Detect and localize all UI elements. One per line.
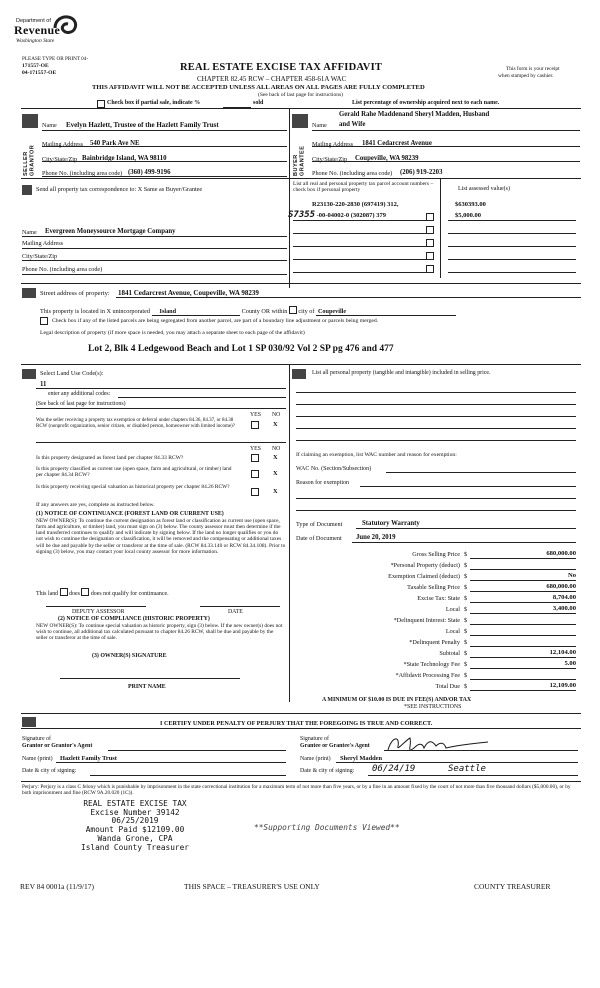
q1-answer: X bbox=[273, 421, 278, 428]
notice-2-title: (2) NOTICE OF COMPLIANCE (HISTORIC PROPERTY) bbox=[58, 616, 210, 622]
parcel-header: List all real and personal property tax parcel account numbers – check box if personal property bbox=[293, 181, 434, 194]
warning-line: THIS AFFIDAVIT WILL NOT BE ACCEPTED UNLESS ALL AREAS ON ALL PAGES ARE FULLY COMPLETED bbox=[92, 84, 425, 91]
land-use-code: 11 bbox=[40, 381, 47, 388]
seller-name-label: Name bbox=[42, 122, 57, 129]
tax-row-value: 680,000.00 bbox=[546, 550, 576, 557]
minimum-note: A MINIMUM OF $10.00 IS DUE IN FEE(S) AND/OR TAX bbox=[322, 697, 472, 703]
tax-row-label: *Delinquent Interest: State bbox=[393, 617, 460, 624]
same-as-buyer: X Same as Buyer/Grantee bbox=[137, 186, 203, 193]
section-8-marker bbox=[22, 717, 36, 727]
assessor-date-label: DATE bbox=[228, 609, 243, 615]
q4-answer: X bbox=[273, 488, 278, 495]
doc-type-label: Type of Document bbox=[296, 521, 343, 528]
seller-name: Evelyn Hazlett, Trustee of the Hazlett Family Trust bbox=[66, 121, 219, 129]
receipt-note-1: This form is your receipt bbox=[506, 66, 560, 72]
grantee-date-city-label: Date & city of signing: bbox=[300, 768, 355, 774]
tax-row-dollar: $ bbox=[464, 606, 468, 613]
tax-row-underline bbox=[470, 569, 576, 570]
land-use-see-back: (See back of last page for instructions) bbox=[36, 401, 126, 407]
grantee-sign-date: 06/24/19 bbox=[372, 764, 416, 774]
tax-row-dollar: $ bbox=[464, 573, 468, 580]
street-label: Street address of property: bbox=[40, 290, 110, 297]
grantee-signature bbox=[384, 732, 494, 756]
question-2: Is this property designated as forest land per chapter 84.33 RCW? bbox=[36, 455, 184, 461]
ownership-note: List percentage of ownership acquired next to each name. bbox=[352, 100, 500, 106]
excise-stamp bbox=[80, 800, 190, 852]
parcel-pp-checkbox-5[interactable] bbox=[426, 265, 434, 273]
land-use-additional: enter any additional codes: bbox=[48, 391, 111, 397]
tax-row-underline bbox=[470, 646, 576, 647]
tax-row-label: Taxable Selling Price bbox=[407, 584, 460, 591]
buyer-city-label: City/State/Zip bbox=[312, 156, 348, 163]
does-checkbox[interactable] bbox=[60, 588, 68, 596]
print-name-label: PRINT NAME bbox=[128, 684, 166, 690]
q2-answer: X bbox=[273, 454, 278, 461]
exemption-claim: If claiming an exemption, list WAC number and reason for exemption: bbox=[296, 452, 457, 458]
notice-1-title: (1) NOTICE OF CONTINUANCE (FOREST LAND OR CURRENT USE) bbox=[36, 511, 224, 517]
dept-line3: Washington State bbox=[16, 38, 55, 44]
receipt-note-2: when stamped by cashier. bbox=[498, 73, 554, 79]
personal-property-label: List all personal property (tangible and intangible) included in selling price. bbox=[312, 370, 491, 376]
file-no-1: 171557-OE bbox=[22, 63, 49, 69]
tax-row-dollar: $ bbox=[464, 661, 468, 668]
legal-description: Lot 2, Blk 4 Ledgewood Beach and Lot 1 SP 030/92 Vol 2 SP pg 476 and 477 bbox=[88, 344, 394, 354]
tax-row-dollar: $ bbox=[464, 584, 468, 591]
tax-row-value: 12,104.00 bbox=[549, 649, 576, 656]
tax-row-label: *Affidavit Processing Fee bbox=[395, 672, 460, 679]
partial-sale-label: Check box if partial sale, indicate % bbox=[107, 100, 201, 106]
grantee-name-print-label: Name (print) bbox=[300, 756, 331, 762]
tax-row-value: 5.00 bbox=[564, 660, 576, 667]
segregated-checkbox[interactable] bbox=[40, 317, 48, 325]
q3-answer: X bbox=[273, 470, 278, 477]
question-3: Is this property classified as current use (open space, farm and agricultural, or timber) land per chapter 84.34 RCW? bbox=[36, 466, 232, 479]
q4-yes-checkbox[interactable] bbox=[251, 488, 259, 496]
grantee-name: Sheryl Madden bbox=[340, 755, 383, 762]
tax-row-underline bbox=[470, 580, 576, 581]
supporting-documents-stamp: **Supporting Documents Viewed** bbox=[254, 823, 400, 832]
location-city: Coupeville bbox=[316, 308, 456, 316]
location-line: This property is located in X unincorporated Island County OR within city of Coupeville bbox=[40, 305, 456, 315]
stamp-line-4: Amount Paid $12109.00 bbox=[85, 825, 185, 835]
buyer-city: Coupeville, WA 98239 bbox=[355, 155, 419, 162]
q1-yes-checkbox[interactable] bbox=[251, 421, 259, 429]
parcel-pp-checkbox-4[interactable] bbox=[426, 252, 434, 260]
buyer-phone-label: Phone No. (including area code) bbox=[312, 170, 393, 177]
no-header-2: NO bbox=[272, 446, 281, 452]
dept-name: Revenue bbox=[14, 23, 61, 37]
tax-row-dollar: $ bbox=[464, 672, 468, 679]
tax-row-value: 3,400.00 bbox=[552, 605, 576, 612]
stamp-line-1: REAL ESTATE EXCISE TAX bbox=[83, 799, 187, 808]
land-use-label: Select Land Use Code(s): bbox=[40, 370, 104, 377]
tax-row-underline bbox=[470, 624, 576, 625]
corr-phone-label: Phone No. (including area code) bbox=[22, 266, 103, 273]
tax-row-dollar: $ bbox=[464, 551, 468, 558]
tax-row-label: Total Due bbox=[435, 683, 460, 690]
section-2-marker bbox=[292, 114, 308, 128]
tax-row-value: 8,704.00 bbox=[552, 594, 576, 601]
tax-row-label: *Personal Property (deduct) bbox=[390, 562, 460, 569]
grantor-sig-label: Signature of bbox=[22, 736, 51, 742]
tax-row-label: *State Technology Fee bbox=[403, 661, 460, 668]
owner-signature-label: (3) OWNER(S) SIGNATURE bbox=[92, 653, 167, 659]
street-value: 1841 Cedarcrest Avenue, Coupeville, WA 98239 bbox=[118, 289, 259, 297]
parcel-pp-checkbox-3[interactable] bbox=[426, 239, 434, 247]
corr-city-label: City/State/Zip bbox=[22, 253, 58, 260]
tax-row-underline bbox=[470, 668, 576, 669]
tax-row-dollar: $ bbox=[464, 595, 468, 602]
perjury-note: Perjury: Perjury is a class C felony which is punishable by imprisonment in the state correctional institution for a maximum term of not more than five years, or by a fine in an amount fixed by the court of not more than five thousand dollars ($5,000.00), or by both imprisonment and fine (RCW 9A.20.020 (1C)). bbox=[22, 784, 571, 797]
section-1-marker bbox=[22, 114, 38, 128]
stamp-line-5: Wanda Grone, CPA bbox=[97, 833, 173, 843]
tax-row-underline bbox=[470, 635, 576, 636]
if-yes-note: If any answers are yes, complete as instructed below. bbox=[36, 502, 155, 508]
section-5-marker bbox=[22, 369, 36, 379]
tax-row-label: Local bbox=[445, 606, 460, 613]
parcel-pp-checkbox-1[interactable] bbox=[426, 213, 434, 221]
tax-row-label: *Delinquent Penalty bbox=[409, 639, 460, 646]
parcel-pp-checkbox-2[interactable] bbox=[426, 226, 434, 234]
yes-header-2: YES bbox=[250, 446, 261, 452]
seller-side-label: SELLER GRANTOR bbox=[23, 144, 36, 176]
question-1: Was the seller receiving a property tax exemption or deferral under chapters 84.36, 84.37, or 84.38 RCW (nonprofit organization, senior citizen, or disabled person, homeowner with limited income)? bbox=[36, 418, 235, 429]
does-not-checkbox[interactable] bbox=[81, 588, 89, 596]
tax-row-value: 12,109.00 bbox=[549, 682, 576, 689]
grantor-name: Hazlett Family Trust bbox=[60, 755, 117, 762]
tax-row-label: Gross Selling Price bbox=[412, 551, 460, 558]
tax-row-label: Subtotal bbox=[439, 650, 460, 657]
location-county: Island bbox=[152, 308, 241, 316]
yes-header-1: YES bbox=[250, 412, 261, 418]
tax-row-value: 680,000.00 bbox=[546, 583, 576, 590]
print-note: PLEASE TYPE OR PRINT 04- bbox=[22, 56, 89, 62]
grantor-name-print-label: Name (print) bbox=[22, 756, 53, 762]
grantee-sig-label: Signature of bbox=[300, 736, 329, 742]
parcel-value1: $630393.00 bbox=[455, 201, 486, 208]
legal-label: Legal description of property (if more space is needed, you may attach a separate sheet to each page of the affidavit) bbox=[40, 330, 305, 336]
section-6-marker bbox=[292, 369, 306, 379]
notice-2-body: NEW OWNER(S): To continue special valuation as historic property, sign (3) below. If the new owner(s) does not wish to continue, all additional tax calculated pursuant to chapter 84.26 RCW, shall be due and payable by the seller or transferor at the time of sale. bbox=[36, 623, 283, 642]
notice-1-body: NEW OWNER(S): To continue the current designation as forest land or classification as current use (open space, farm and agriculture, or timber) land, you must sign on (3) below. The county assessor must then determine if the land transferred continues to qualify and will indicate by signing below. If the land no longer qualifies or you do not wish to continue the designation or classification, it will be removed and the compensating or additional taxes will be due and payable by the seller or transferor at the time of sale. (RCW 84.33.140 or RCW 84.34.108). Prior to signing (3) below, you may contact your local county assessor for more information. bbox=[36, 518, 286, 555]
tax-row-label: Local bbox=[445, 628, 460, 635]
tax-row-dollar: $ bbox=[464, 628, 468, 635]
doc-date-label: Date of Document bbox=[296, 535, 342, 542]
no-header-1: NO bbox=[272, 412, 281, 418]
tax-row-underline bbox=[470, 558, 576, 559]
revenue-swirl-icon bbox=[52, 14, 78, 38]
parcel-value2: $5,000.00 bbox=[455, 212, 481, 219]
question-4: Is this property receiving special valuation as historical property per chapter 84.26 RCW? bbox=[36, 484, 230, 490]
segregated-note: Check box if any of the listed parcels are being segregated from another parcel, are part of a boundary line adjustment or parcels being merged. bbox=[52, 318, 379, 324]
tax-row-underline bbox=[470, 602, 576, 603]
file-no-2: 04-171557-OE bbox=[22, 70, 57, 76]
tax-row-dollar: $ bbox=[464, 683, 468, 690]
buyer-name-line1: Gerald Rahe Maddenand Sheryl Madden, Husband bbox=[339, 111, 490, 118]
city-checkbox[interactable] bbox=[289, 306, 297, 314]
parcel-line2: S7355 -00-04002-0 (302087) 379 bbox=[288, 210, 386, 220]
buyer-side-label: BUYER GRANTEE bbox=[293, 145, 306, 176]
deputy-assessor-label: DEPUTY ASSESSOR bbox=[72, 609, 125, 615]
section-3-marker bbox=[22, 185, 32, 195]
partial-sale-checkbox[interactable] bbox=[97, 100, 105, 108]
buyer-name-line2: and Wife bbox=[339, 121, 366, 128]
tax-row-dollar: $ bbox=[464, 650, 468, 657]
stamp-line-3: 06/25/2019 bbox=[111, 816, 159, 826]
grantor-sig-label-2: Grantor or Grantor's Agent bbox=[22, 743, 93, 749]
doc-date: June 20, 2019 bbox=[356, 534, 396, 541]
buyer-address: 1841 Cedarcrest Avenue bbox=[362, 140, 432, 147]
seller-address: 540 Park Ave NE bbox=[90, 140, 140, 147]
buyer-address-label: Mailing Address bbox=[312, 141, 354, 148]
q3-yes-checkbox[interactable] bbox=[251, 470, 259, 478]
tax-row-label: Exemption Claimed (deduct) bbox=[388, 573, 460, 580]
continuance-line: This land does does not qualify for continuance. bbox=[36, 587, 169, 598]
value-header: List assessed value(s) bbox=[458, 186, 510, 192]
section-4-marker bbox=[22, 288, 36, 298]
buyer-phone: (206) 919-2203 bbox=[400, 169, 443, 176]
grantor-date-city-label: Date & city of signing: bbox=[22, 768, 77, 774]
county-treasurer: COUNTY TREASURER bbox=[474, 882, 551, 891]
q2-yes-checkbox[interactable] bbox=[251, 454, 259, 462]
form-revision: REV 84 0001a (11/9/17) bbox=[20, 882, 94, 891]
form-chapter: CHAPTER 82.45 RCW – CHAPTER 458-61A WAC bbox=[197, 75, 347, 83]
tax-row-dollar: $ bbox=[464, 562, 468, 569]
tax-row-underline bbox=[470, 591, 576, 592]
tax-row-dollar: $ bbox=[464, 639, 468, 646]
tax-row-value: No bbox=[567, 572, 576, 579]
parcel-handwritten-prefix: S7355 bbox=[288, 210, 316, 220]
tax-row-underline bbox=[470, 613, 576, 614]
corr-name-label: Name bbox=[22, 229, 37, 236]
correspondence-instruction: Send all property tax correspondence to: X Same as Buyer/Grantee bbox=[36, 186, 203, 193]
doc-type: Statutory Warranty bbox=[362, 520, 420, 527]
revenue-logo bbox=[12, 14, 80, 52]
dept-line1: Department of bbox=[16, 18, 51, 24]
see-back-note: (See back of last page for instructions) bbox=[258, 92, 343, 98]
seller-address-label: Mailing Address bbox=[42, 141, 84, 148]
seller-city-label: City/State/Zip bbox=[42, 156, 78, 163]
stamp-line-2: Excise Number 39142 bbox=[90, 807, 180, 817]
treasurer-use-only: THIS SPACE – TREASURER'S USE ONLY bbox=[184, 882, 320, 891]
tax-row-label: Excise Tax: State bbox=[417, 595, 460, 602]
see-instructions: *SEE INSTRUCTIONS bbox=[404, 704, 462, 710]
tax-row-underline bbox=[470, 690, 576, 691]
seller-city: Bainbridge Island, WA 98110 bbox=[82, 155, 167, 162]
stamp-line-6: Island County Treasurer bbox=[81, 842, 189, 852]
corr-address-label: Mailing Address bbox=[22, 240, 64, 247]
corr-name: Evergreen Moneysource Mortgage Company bbox=[45, 228, 176, 235]
tax-row-underline bbox=[470, 679, 576, 680]
certify-statement: I CERTIFY UNDER PENALTY OF PERJURY THAT THE FOREGOING IS TRUE AND CORRECT. bbox=[160, 720, 433, 727]
seller-phone: (360) 499-9196 bbox=[128, 169, 171, 176]
grantee-sig-label-2: Grantee or Grantee's Agent bbox=[300, 743, 370, 749]
sold-label: sold bbox=[253, 100, 264, 106]
form-title: REAL ESTATE EXCISE TAX AFFIDAVIT bbox=[180, 62, 383, 73]
grantee-sign-city: Seattle bbox=[448, 764, 486, 774]
tax-row-dollar: $ bbox=[464, 617, 468, 624]
exemption-reason-label: Reason for exemption bbox=[296, 480, 349, 486]
buyer-name-label: Name bbox=[312, 122, 327, 129]
tax-row-underline bbox=[470, 657, 576, 658]
seller-phone-label: Phone No. (including area code) bbox=[42, 170, 123, 177]
parcel-line1: R23130-220-2830 (697419) 312, bbox=[312, 201, 399, 208]
wac-label: WAC No. (Section/Subsection) bbox=[296, 466, 372, 472]
